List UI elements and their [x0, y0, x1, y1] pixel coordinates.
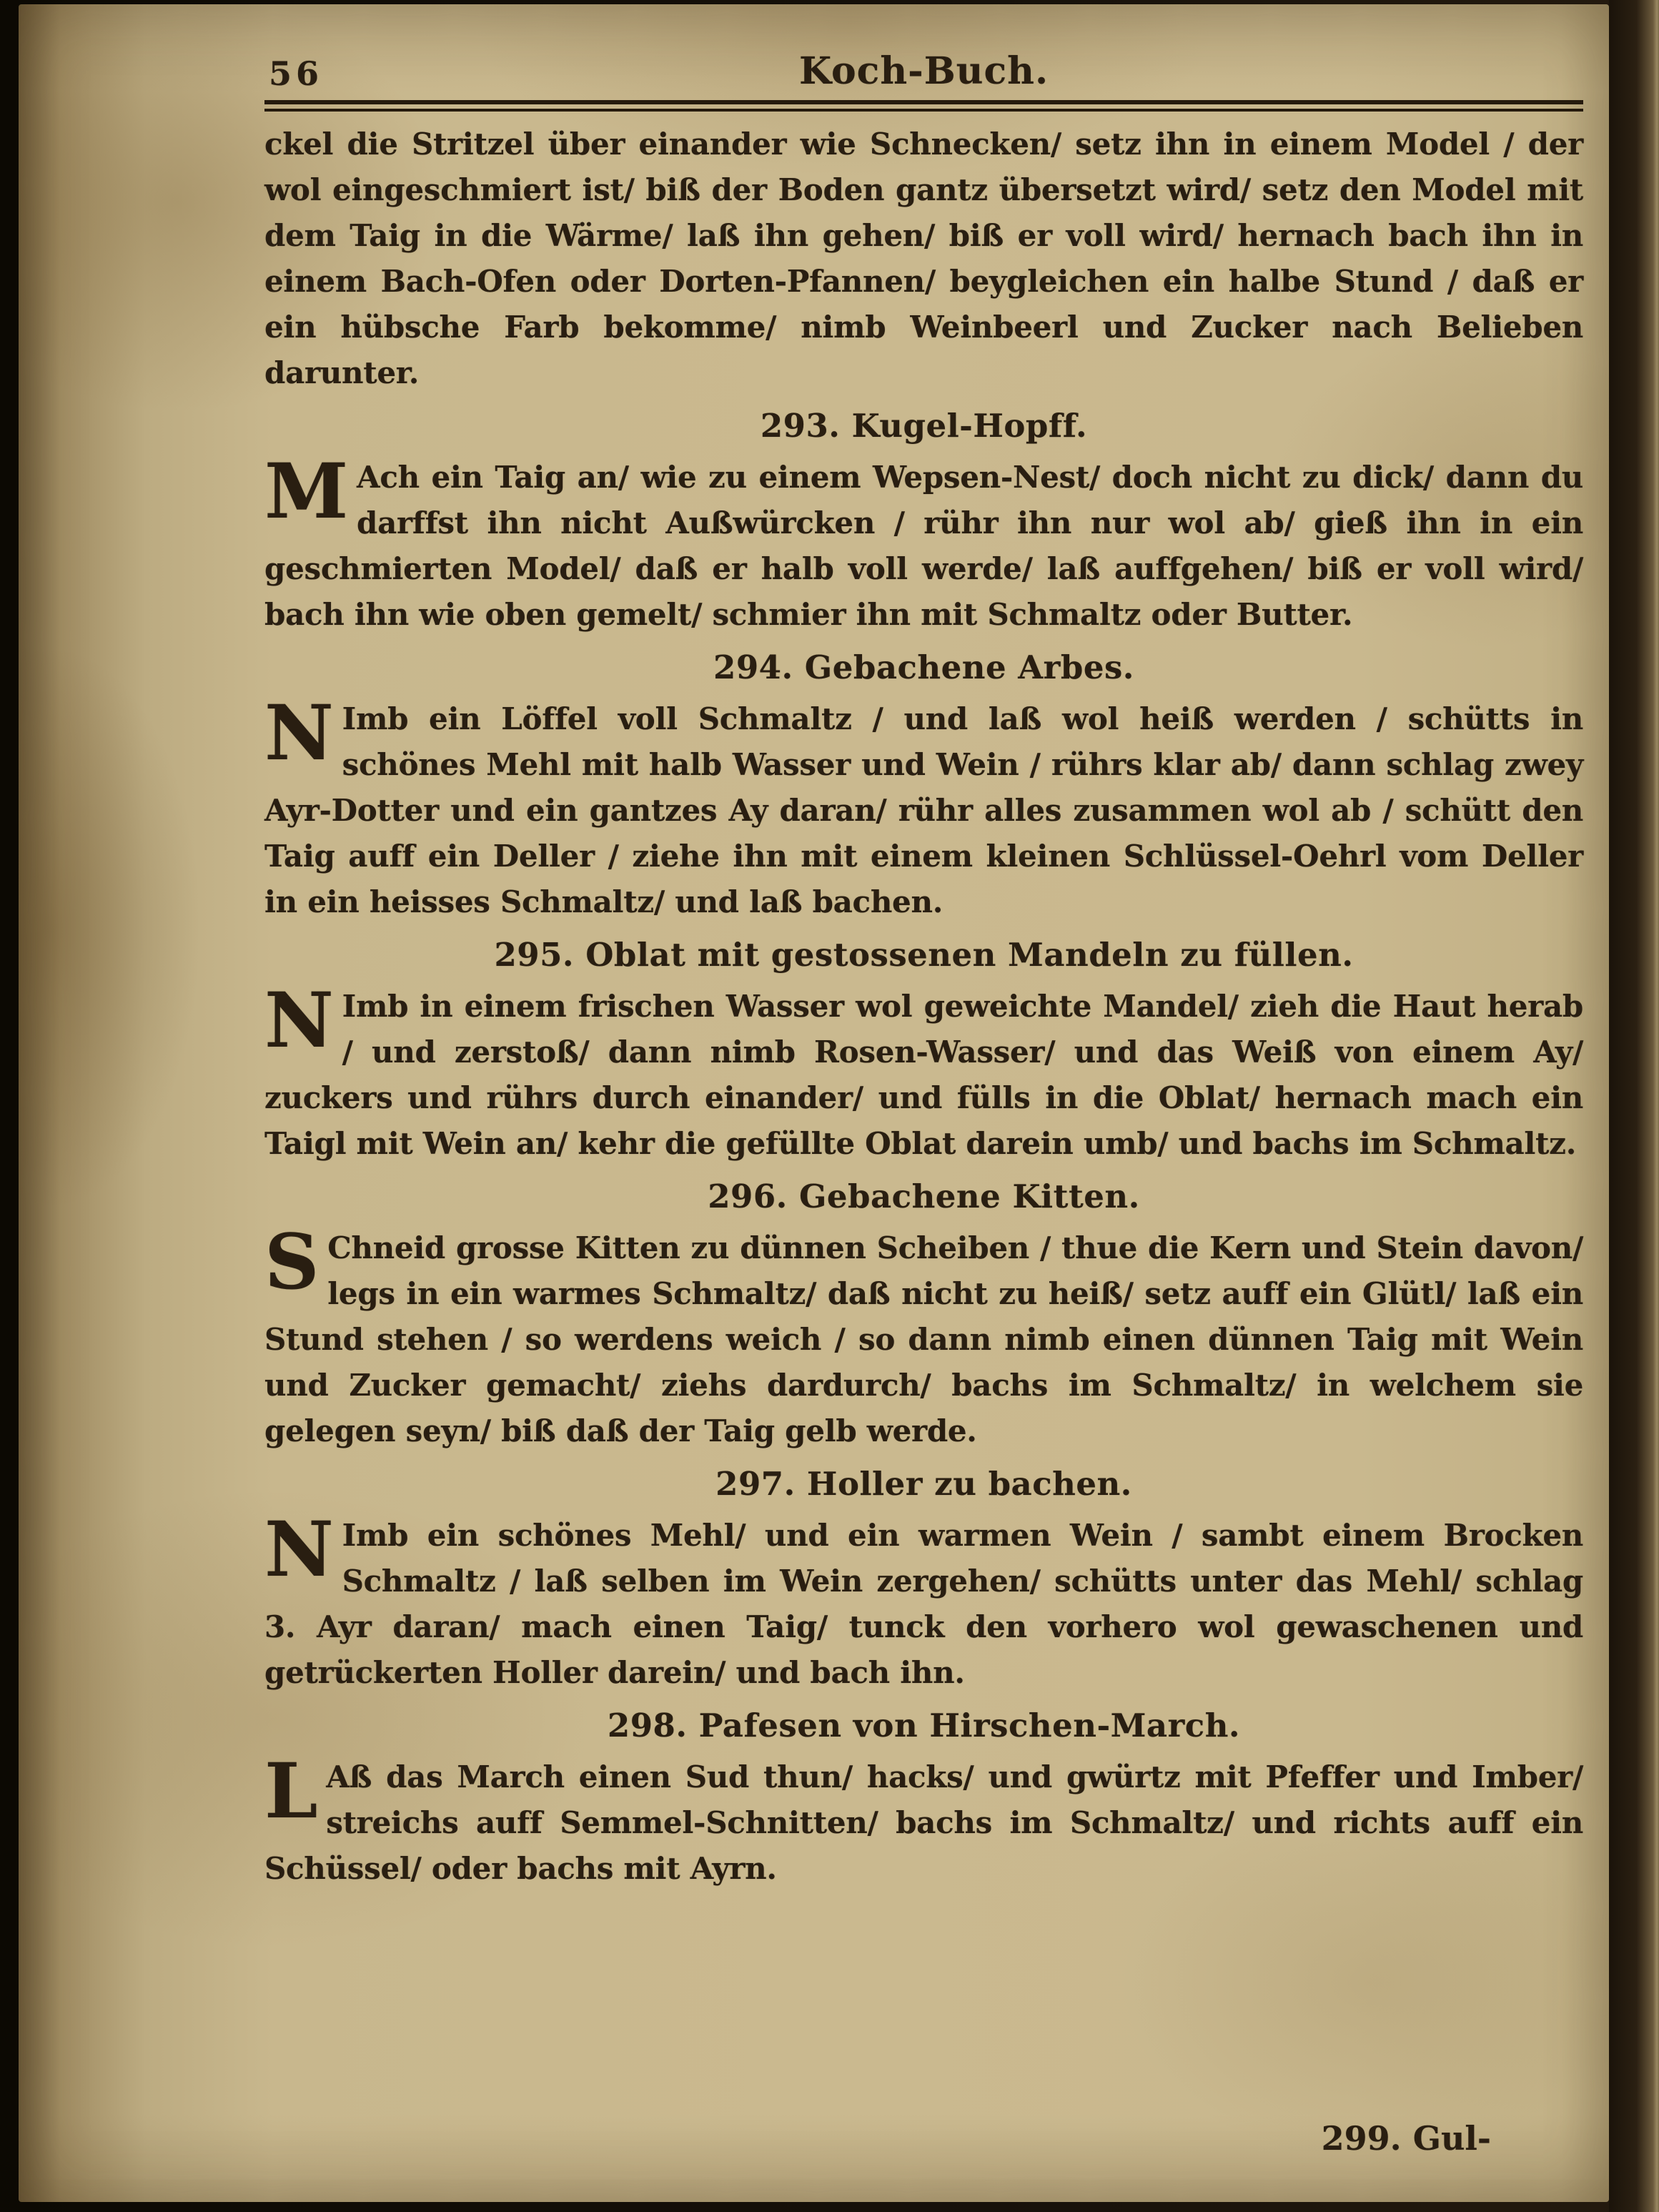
- drop-cap-initial: L: [264, 1746, 318, 1835]
- header-rule: [264, 100, 1583, 112]
- drop-cap-initial: N: [264, 975, 334, 1065]
- book-page: [19, 4, 1609, 2202]
- recipe-paragraph: ckel die Stritzel über einander wie Schnecken/ setz ihn in einem Model / der wol eingeschmiert ist/ biß der Boden gantz übersetzt wird/ setz den Model mit dem Taig in die Wärme/ laß ihn gehen/ biß er voll wird/ hernach bach ihn in einem Bach-Ofen oder Dorten-Pfannen/ beygleichen ein halbe Stund / daß er ein hübsche Farb bekomme/ nimb Weinbeerl und Zucker nach Belieben darunter.: [264, 127, 1583, 390]
- book-fore-edge: [1609, 0, 1659, 2212]
- page-content: [264, 122, 1583, 1892]
- recipe-heading: 296. Gebachene Kitten.: [708, 1177, 1140, 1215]
- page-number: 56: [269, 54, 324, 93]
- recipe-heading: 293. Kugel-Hopff.: [760, 407, 1088, 445]
- drop-cap-initial: S: [264, 1217, 320, 1306]
- recipe-paragraph: S Chneid grosse Kitten zu dünnen Scheiben / thue die Kern und Stein davon/ legs in ein warmes Schmaltz/ daß nicht zu heiß/ setz auff ein Glütl/ laß ein Stund stehen / so werdens weich / so dann nimb einen dünnen Taig mit Wein und Zucker gemacht/ ziehs dardurch/ bachs im Schmaltz/ in welchem sie gelegen seyn/ biß daß der Taig gelb werde.: [264, 1217, 1583, 1448]
- drop-cap-initial: N: [264, 1504, 334, 1594]
- recipe-heading: 297. Holler zu bachen.: [715, 1465, 1132, 1503]
- recipe-paragraph: N Imb ein schönes Mehl/ und ein warmen Wein / sambt einem Brocken Schmaltz / laß selben im Wein zergehen/ schütts unter das Mehl/ schlag 3. Ayr daran/ mach einen Taig/ tunck den vorhero wol gewaschenen und getrückerten Holler darein/ und bach ihn.: [264, 1504, 1583, 1690]
- drop-cap-initial: M: [264, 446, 349, 535]
- recipe-paragraph: L Aß das March einen Sud thun/ hacks/ und gwürtz mit Pfeffer und Imber/ streichs auff Semmel-Schnitten/ bachs im Schmaltz/ und richts auff ein Schüssel/ oder bachs mit Ayrn.: [264, 1746, 1583, 1886]
- recipe-paragraph: M Ach ein Taig an/ wie zu einem Wepsen-Nest/ doch nicht zu dick/ dann du darffst ihn nicht Außwürcken / rühr ihn nur wol ab/ gieß ihn in ein geschmierten Model/ daß er halb voll werde/ laß auffgehen/ biß er voll wird/ bach ihn wie oben gemelt/ schmier ihn mit Schmaltz oder Butter.: [264, 446, 1583, 632]
- recipe-heading: 298. Pafesen von Hirschen-March.: [607, 1707, 1241, 1744]
- recipe-heading: 295. Oblat mit gestossenen Mandeln zu füllen.: [494, 936, 1354, 974]
- drop-cap-initial: N: [264, 688, 334, 777]
- catchword: 299. Gul-: [1321, 2119, 1491, 2158]
- recipe-paragraph: N Imb ein Löffel voll Schmaltz / und laß wol heiß werden / schütts in schönes Mehl mit halb Wasser und Wein / rührs klar ab/ dann schlag zwey Ayr-Dotter und ein gantzes Ay daran/ rühr alles zusammen wol ab / schütt den Taig auff ein Deller / ziehe ihn mit einem kleinen Schlüssel-Oehrl vom Deller in ein heisses Schmaltz/ und laß bachen.: [264, 688, 1583, 919]
- recipe-paragraph: N Imb in einem frischen Wasser wol geweichte Mandel/ zieh die Haut herab / und zerstoß/ dann nimb Rosen-Wasser/ und das Weiß von einem Ay/ zuckers und rührs durch einander/ und fülls in die Oblat/ hernach mach ein Taigl mit Wein an/ kehr die gefüllte Oblat darein umb/ und bachs im Schmaltz.: [264, 975, 1583, 1161]
- running-title: Koch-Buch.: [798, 49, 1049, 93]
- text-block: [264, 46, 1583, 1892]
- recipe-heading: 294. Gebachene Arbes.: [713, 648, 1134, 686]
- page-header: [264, 46, 1583, 93]
